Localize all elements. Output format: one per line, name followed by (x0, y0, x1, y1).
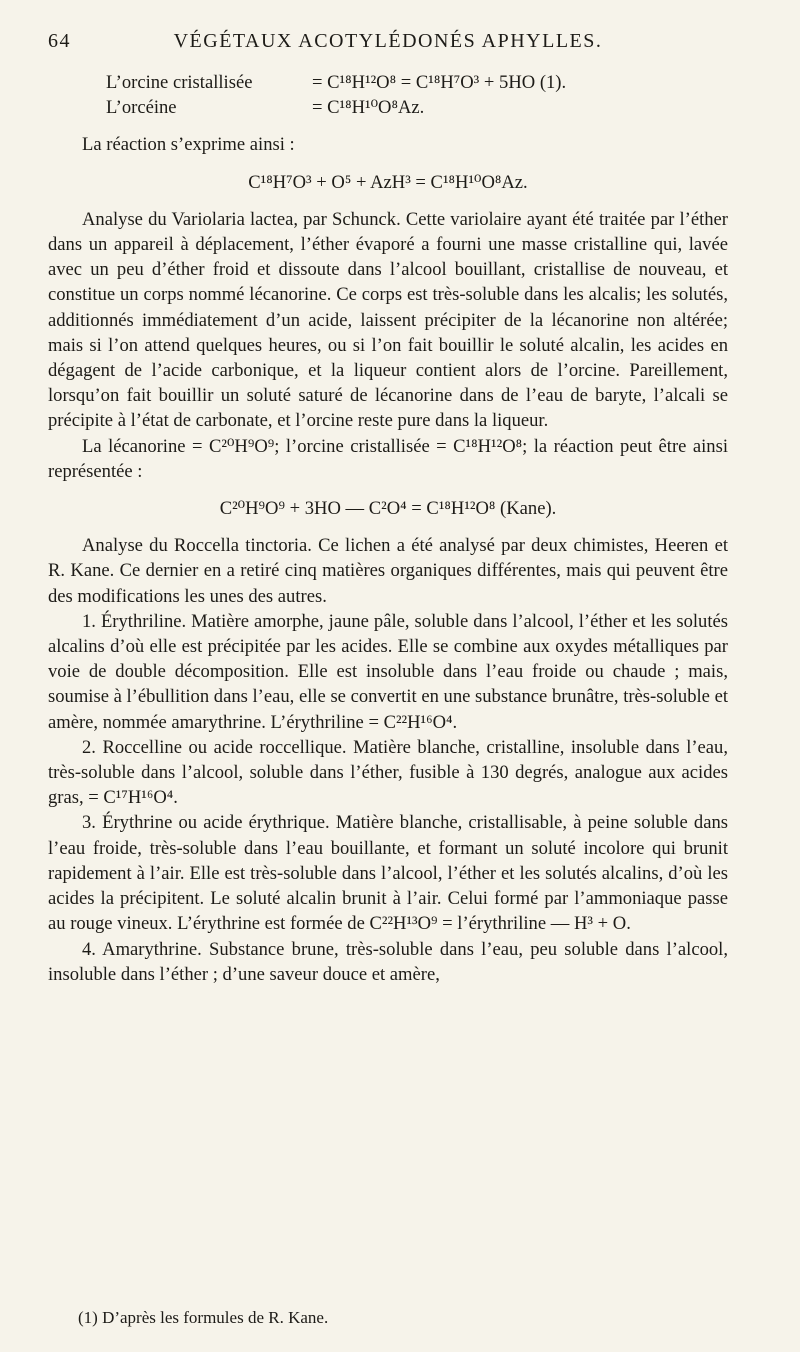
erythriline-paragraph: 1. Érythriline. Matière amorphe, jaune pâle, soluble dans l’alcool, l’éther et les solutés alcalins d’où elle est précipitée par les acides. Elle se combine aux oxydes métalliques par voie de double décomposition. Elle est insoluble dans l’eau froide ou chaude ; mais, soumise à l’ébullition dans l’eau, elle se convertit en une substance brunâtre, très-soluble et amère, nommée amarythrine. L’érythriline = C²²H¹⁶O⁴. (48, 610, 729, 733)
variolaria-paragraph: Analyse du Variolaria lactea, par Schunck. Cette variolaire ayant été traitée par l’éther dans un appareil à déplacement, l’éther évaporé a fourni une masse cristalline qui, lavée avec un peu d’éther froid et dissoute dans l’alcool bouillant, cristallise de nouveau, et constitue un corps nommé lécanorine. Ce corps est très-soluble dans les alcalis; les solutés, additionnés immédiatement d’un acide, laissent précipiter de la lécanorine non altérée; mais si l’on attend quelques heures, ou si l’on fait bouillir le soluté alcalin, les acides en dégagent de l’acide carbonique, et la liqueur contient alors de l’orcine. Pareillement, lorsqu’on fait bouillir un soluté saturé de lécanorine dans de l’eau de baryte, l’alcali se précipite à l’état de carbonate, et l’orcine reste pure dans la liqueur. (48, 208, 728, 432)
orceine-label: L’orcéine (106, 97, 177, 119)
orcine-formula: = C¹⁸H¹²O⁸ = C¹⁸H⁷O³ + 5HO (1). (312, 72, 567, 93)
orceine-formula-line (48, 95, 728, 120)
footnote: (1) D’après les formules de R. Kane. (78, 1308, 329, 1327)
roccella-intro-paragraph: Analyse du Roccella tinctoria. Ce lichen a été analysé par deux chimistes, Heeren et R. Kane. Ce dernier en a retiré cinq matières organiques différentes, mais qui peuvent être des modifications les unes des autres. (48, 535, 728, 607)
running-title: VÉGÉTAUX ACOTYLÉDONÉS APHYLLES. (173, 30, 603, 52)
page-number: 64 (48, 30, 71, 52)
amarythrine-paragraph: 4. Amarythrine. Substance brune, très-soluble dans l’eau, peu soluble dans l’alcool, insoluble dans l’éther ; d’une saveur douce et amère, (48, 938, 728, 985)
lecanorine-reaction: C²⁰H⁹O⁹ + 3HO — C²O⁴ = C¹⁸H¹²O⁸ (Kane). (219, 498, 557, 520)
orcine-formula-line (48, 70, 728, 95)
lecanorine-formula-paragraph: La lécanorine = C²⁰H⁹O⁹; l’orcine cristallisée = C¹⁸H¹²O⁸; la réaction peut être ainsi représentée : (48, 435, 728, 482)
orceine-reaction: C¹⁸H⁷O³ + O⁵ + AzH³ = C¹⁸H¹⁰O⁸Az. (248, 171, 528, 193)
orcine-label: L’orcine cristallisée (106, 72, 253, 93)
orceine-formula: = C¹⁸H¹⁰O⁸Az. (312, 97, 425, 119)
page-header (48, 30, 728, 54)
page-body (48, 70, 728, 987)
roccelline-paragraph: 2. Roccelline ou acide roccellique. Matière blanche, cristalline, insoluble dans l’eau, très-soluble dans l’alcool, soluble dans l’éther, fusible à 130 degrés, analogue aux acides gras, = C¹⁷H¹⁶O⁴. (48, 736, 728, 809)
reaction-intro: La réaction s’exprime ainsi : (82, 134, 295, 156)
erythrine-paragraph: 3. Érythrine ou acide érythrique. Matière blanche, cristallisable, à peine soluble dans l’eau froide, très-soluble dans l’eau bouillante, et formant un soluté incolore qui brunit rapidement à l’air. Elle est très-soluble dans l’alcool, l’éther et les solutés alcalins, d’où les acides la précipitent. Le soluté alcalin brunit à l’air. Celui formé par l’ammoniaque passe au rouge vineux. L’érythrine est formée de C²²H¹³O⁹ = l’érythriline — H³ + O. (48, 812, 728, 935)
